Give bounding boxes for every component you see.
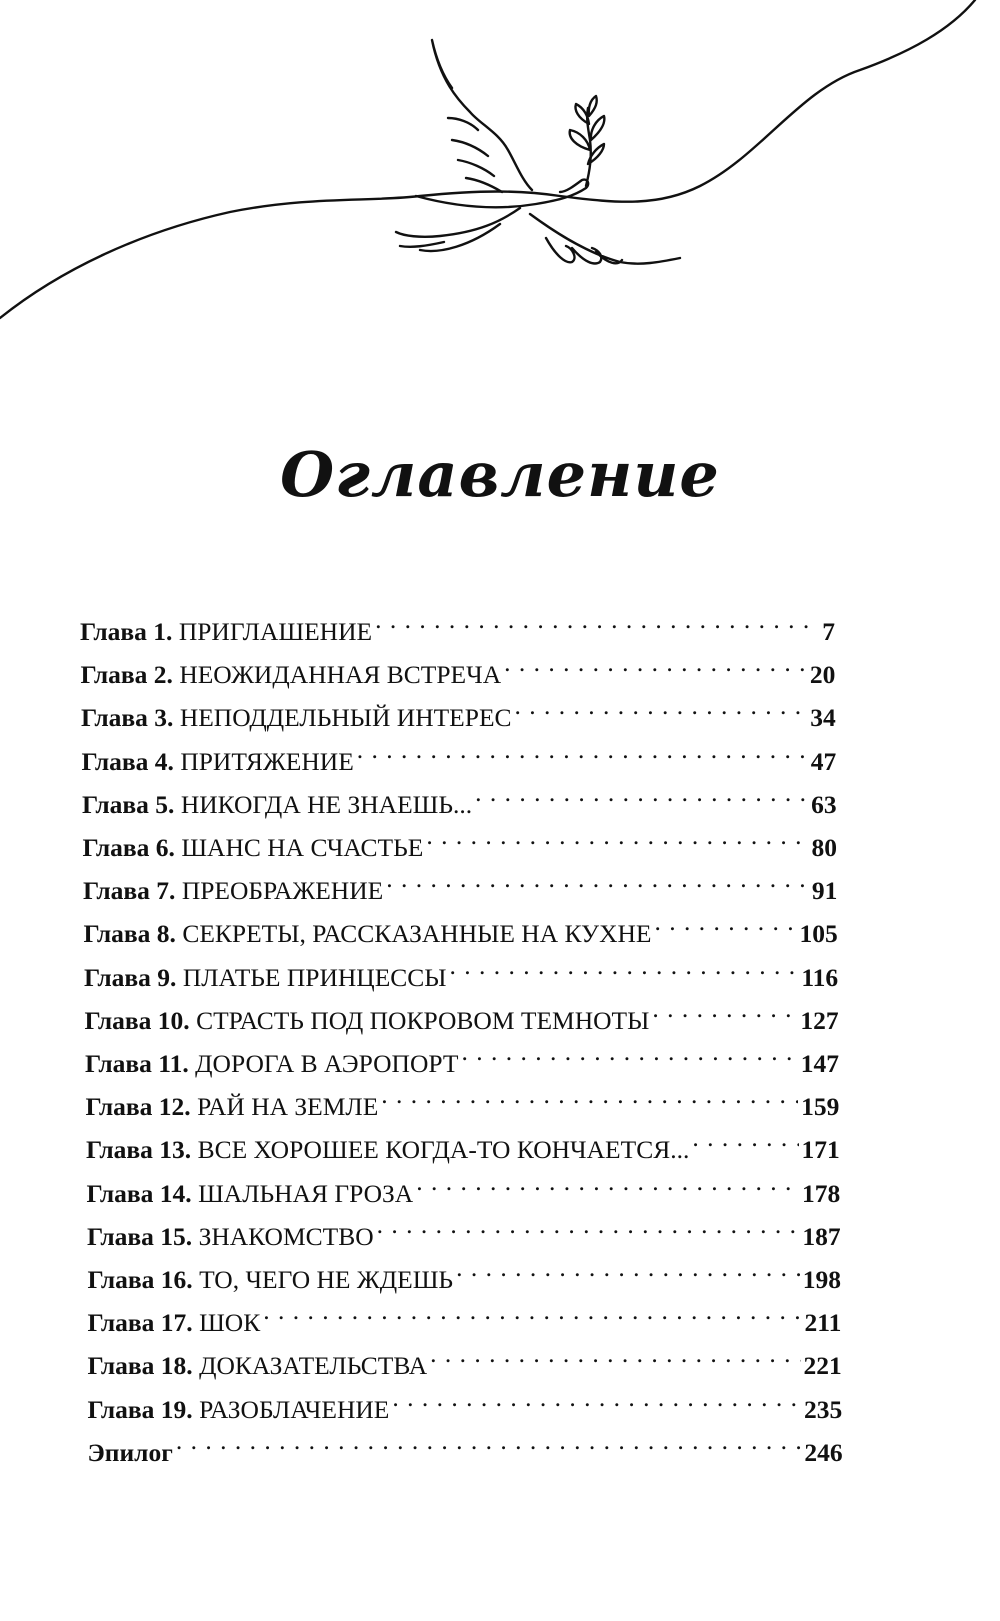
dove-illustration — [0, 0, 1000, 360]
toc-chapter-label: Глава 9. — [84, 962, 177, 992]
toc-page-number: 20 — [809, 660, 836, 690]
toc-page-number: 34 — [810, 703, 836, 733]
toc-row — [83, 859, 838, 906]
toc-row — [86, 1162, 841, 1208]
toc-row — [85, 1032, 839, 1078]
toc-chapter-label: Глава 12. — [85, 1092, 191, 1122]
toc-chapter-label: Глава 18. — [87, 1351, 193, 1381]
toc-chapter-label: Глава 3. — [81, 703, 174, 733]
toc-page-number: 105 — [799, 919, 838, 949]
toc-chapter-title: ПЛАТЬЕ ПРИНЦЕССЫ — [182, 962, 447, 992]
toc-row — [87, 1205, 841, 1251]
toc-chapter-label: Глава 14. — [86, 1178, 192, 1208]
toc-chapter-title: НЕОЖИДАННАЯ ВСТРЕЧА — [179, 660, 502, 690]
toc-page-number: 211 — [804, 1308, 842, 1338]
toc-row — [81, 730, 837, 776]
toc-dot-leader — [430, 1334, 800, 1374]
toc-dot-leader — [692, 1118, 798, 1158]
toc-chapter-title: ПРЕОБРАЖЕНИЕ — [181, 876, 384, 906]
toc-page-number: 7 — [822, 617, 835, 646]
toc-dot-leader — [475, 773, 808, 813]
toc-chapter-title: ДОРОГА В АЭРОПОРТ — [195, 1049, 459, 1078]
page-title: Оглавление — [280, 438, 720, 511]
toc-chapter-label: Эпилог — [87, 1437, 173, 1467]
toc-chapter-label: Глава 7. — [83, 876, 176, 906]
toc-chapter-label: Глава 1. — [80, 617, 173, 646]
toc-page-number: 235 — [803, 1394, 843, 1424]
toc-chapter-title: ПРИТЯЖЕНИЕ — [180, 746, 354, 776]
toc-page-number: 80 — [811, 833, 837, 862]
toc-row — [80, 643, 836, 690]
toc-chapter-label: Глава 13. — [86, 1135, 192, 1165]
toc-chapter-label: Глава 2. — [80, 660, 173, 690]
toc-dot-leader — [377, 1205, 800, 1245]
toc-chapter-label: Глава 16. — [87, 1265, 193, 1294]
toc-dot-leader — [386, 859, 809, 899]
toc-dot-leader — [176, 1421, 802, 1461]
toc-dot-leader — [461, 1032, 797, 1072]
toc-dot-leader — [515, 686, 808, 726]
toc-chapter-title: НИКОГДА НЕ ЗНАЕШЬ... — [180, 789, 473, 819]
toc-chapter-title: ПРИГЛАШЕНИЕ — [178, 617, 373, 646]
toc-row — [83, 902, 838, 949]
wave-line — [0, 0, 975, 318]
toc-chapter-label: Глава 10. — [84, 1005, 190, 1035]
toc-chapter-label: Глава 4. — [81, 746, 174, 776]
toc-row — [82, 816, 838, 862]
toc-page-number: 246 — [804, 1437, 843, 1467]
toc-chapter-title: ШАНС НА СЧАСТЬЕ — [181, 833, 424, 862]
toc-chapter-label: Глава 8. — [83, 919, 176, 949]
toc-page-number: 221 — [803, 1351, 842, 1381]
toc-page-number: 159 — [801, 1092, 840, 1122]
toc-dot-leader — [504, 643, 807, 683]
toc-row — [87, 1334, 842, 1381]
toc-row — [87, 1421, 843, 1467]
toc-chapter-label: Глава 5. — [82, 789, 175, 819]
toc-dot-leader — [450, 946, 799, 986]
toc-dot-leader — [426, 816, 808, 856]
toc-dot-leader — [392, 1378, 801, 1418]
toc-chapter-title: ЗНАКОМСТВО — [198, 1221, 374, 1251]
toc-row — [84, 989, 839, 1035]
toc-dot-leader — [654, 902, 796, 942]
toc-dot-leader — [652, 989, 797, 1029]
toc-dot-leader — [357, 730, 808, 770]
toc-page-number: 178 — [801, 1178, 841, 1208]
dove-wing-upper — [432, 40, 532, 192]
toc-row — [87, 1378, 843, 1424]
toc-page-number: 63 — [811, 789, 837, 819]
toc-chapter-label: Глава 6. — [82, 833, 175, 862]
toc-chapter-title: ДОКАЗАТЕЛЬСТВА — [199, 1351, 428, 1381]
toc-page-number: 127 — [800, 1005, 839, 1035]
toc-row — [82, 773, 837, 819]
toc-page-number: 171 — [801, 1135, 840, 1165]
toc-chapter-title: ШОК — [199, 1308, 261, 1338]
toc-page-number: 91 — [811, 876, 838, 906]
table-of-contents — [0, 600, 1000, 1480]
toc-row — [80, 600, 835, 646]
toc-row — [87, 1248, 842, 1294]
toc-chapter-title: ШАЛЬНАЯ ГРОЗА — [198, 1178, 414, 1208]
toc-chapter-label: Глава 11. — [85, 1049, 189, 1078]
toc-dot-leader — [416, 1162, 799, 1202]
toc-row — [87, 1291, 842, 1338]
toc-chapter-title: ВСЕ ХОРОШЕЕ КОГДА-ТО КОНЧАЕТСЯ... — [197, 1135, 690, 1165]
toc-chapter-title: ТО, ЧЕГО НЕ ЖДЕШЬ — [199, 1265, 454, 1294]
toc-page-number: 198 — [802, 1265, 841, 1294]
toc-row — [86, 1118, 840, 1165]
toc-page-number: 187 — [802, 1221, 841, 1251]
toc-chapter-title: РАЙ НА ЗЕМЛЕ — [197, 1092, 379, 1122]
toc-chapter-title: РАЗОБЛАЧЕНИЕ — [199, 1394, 390, 1424]
toc-chapter-title: НЕПОДДЕЛЬНЫЙ ИНТЕРЕС — [179, 703, 512, 733]
toc-page-number: 116 — [801, 962, 839, 992]
toc-row — [85, 1075, 840, 1122]
toc-chapter-label: Глава 15. — [87, 1221, 193, 1251]
toc-row — [84, 946, 839, 992]
toc-chapter-label: Глава 19. — [87, 1394, 193, 1424]
toc-row — [81, 686, 836, 733]
toc-dot-leader — [263, 1291, 801, 1331]
toc-dot-leader — [456, 1248, 800, 1288]
dove-wing-lower — [396, 208, 680, 264]
toc-chapter-title: СЕКРЕТЫ, РАССКАЗАННЫЕ НА КУХНЕ — [182, 919, 652, 949]
toc-chapter-label: Глава 17. — [87, 1308, 193, 1338]
toc-dot-leader — [375, 600, 819, 640]
toc-page-number: 147 — [800, 1049, 839, 1078]
toc-page-number: 47 — [810, 746, 837, 776]
toc-chapter-title: СТРАСТЬ ПОД ПОКРОВОМ ТЕМНОТЫ — [196, 1005, 650, 1035]
toc-dot-leader — [381, 1075, 798, 1115]
